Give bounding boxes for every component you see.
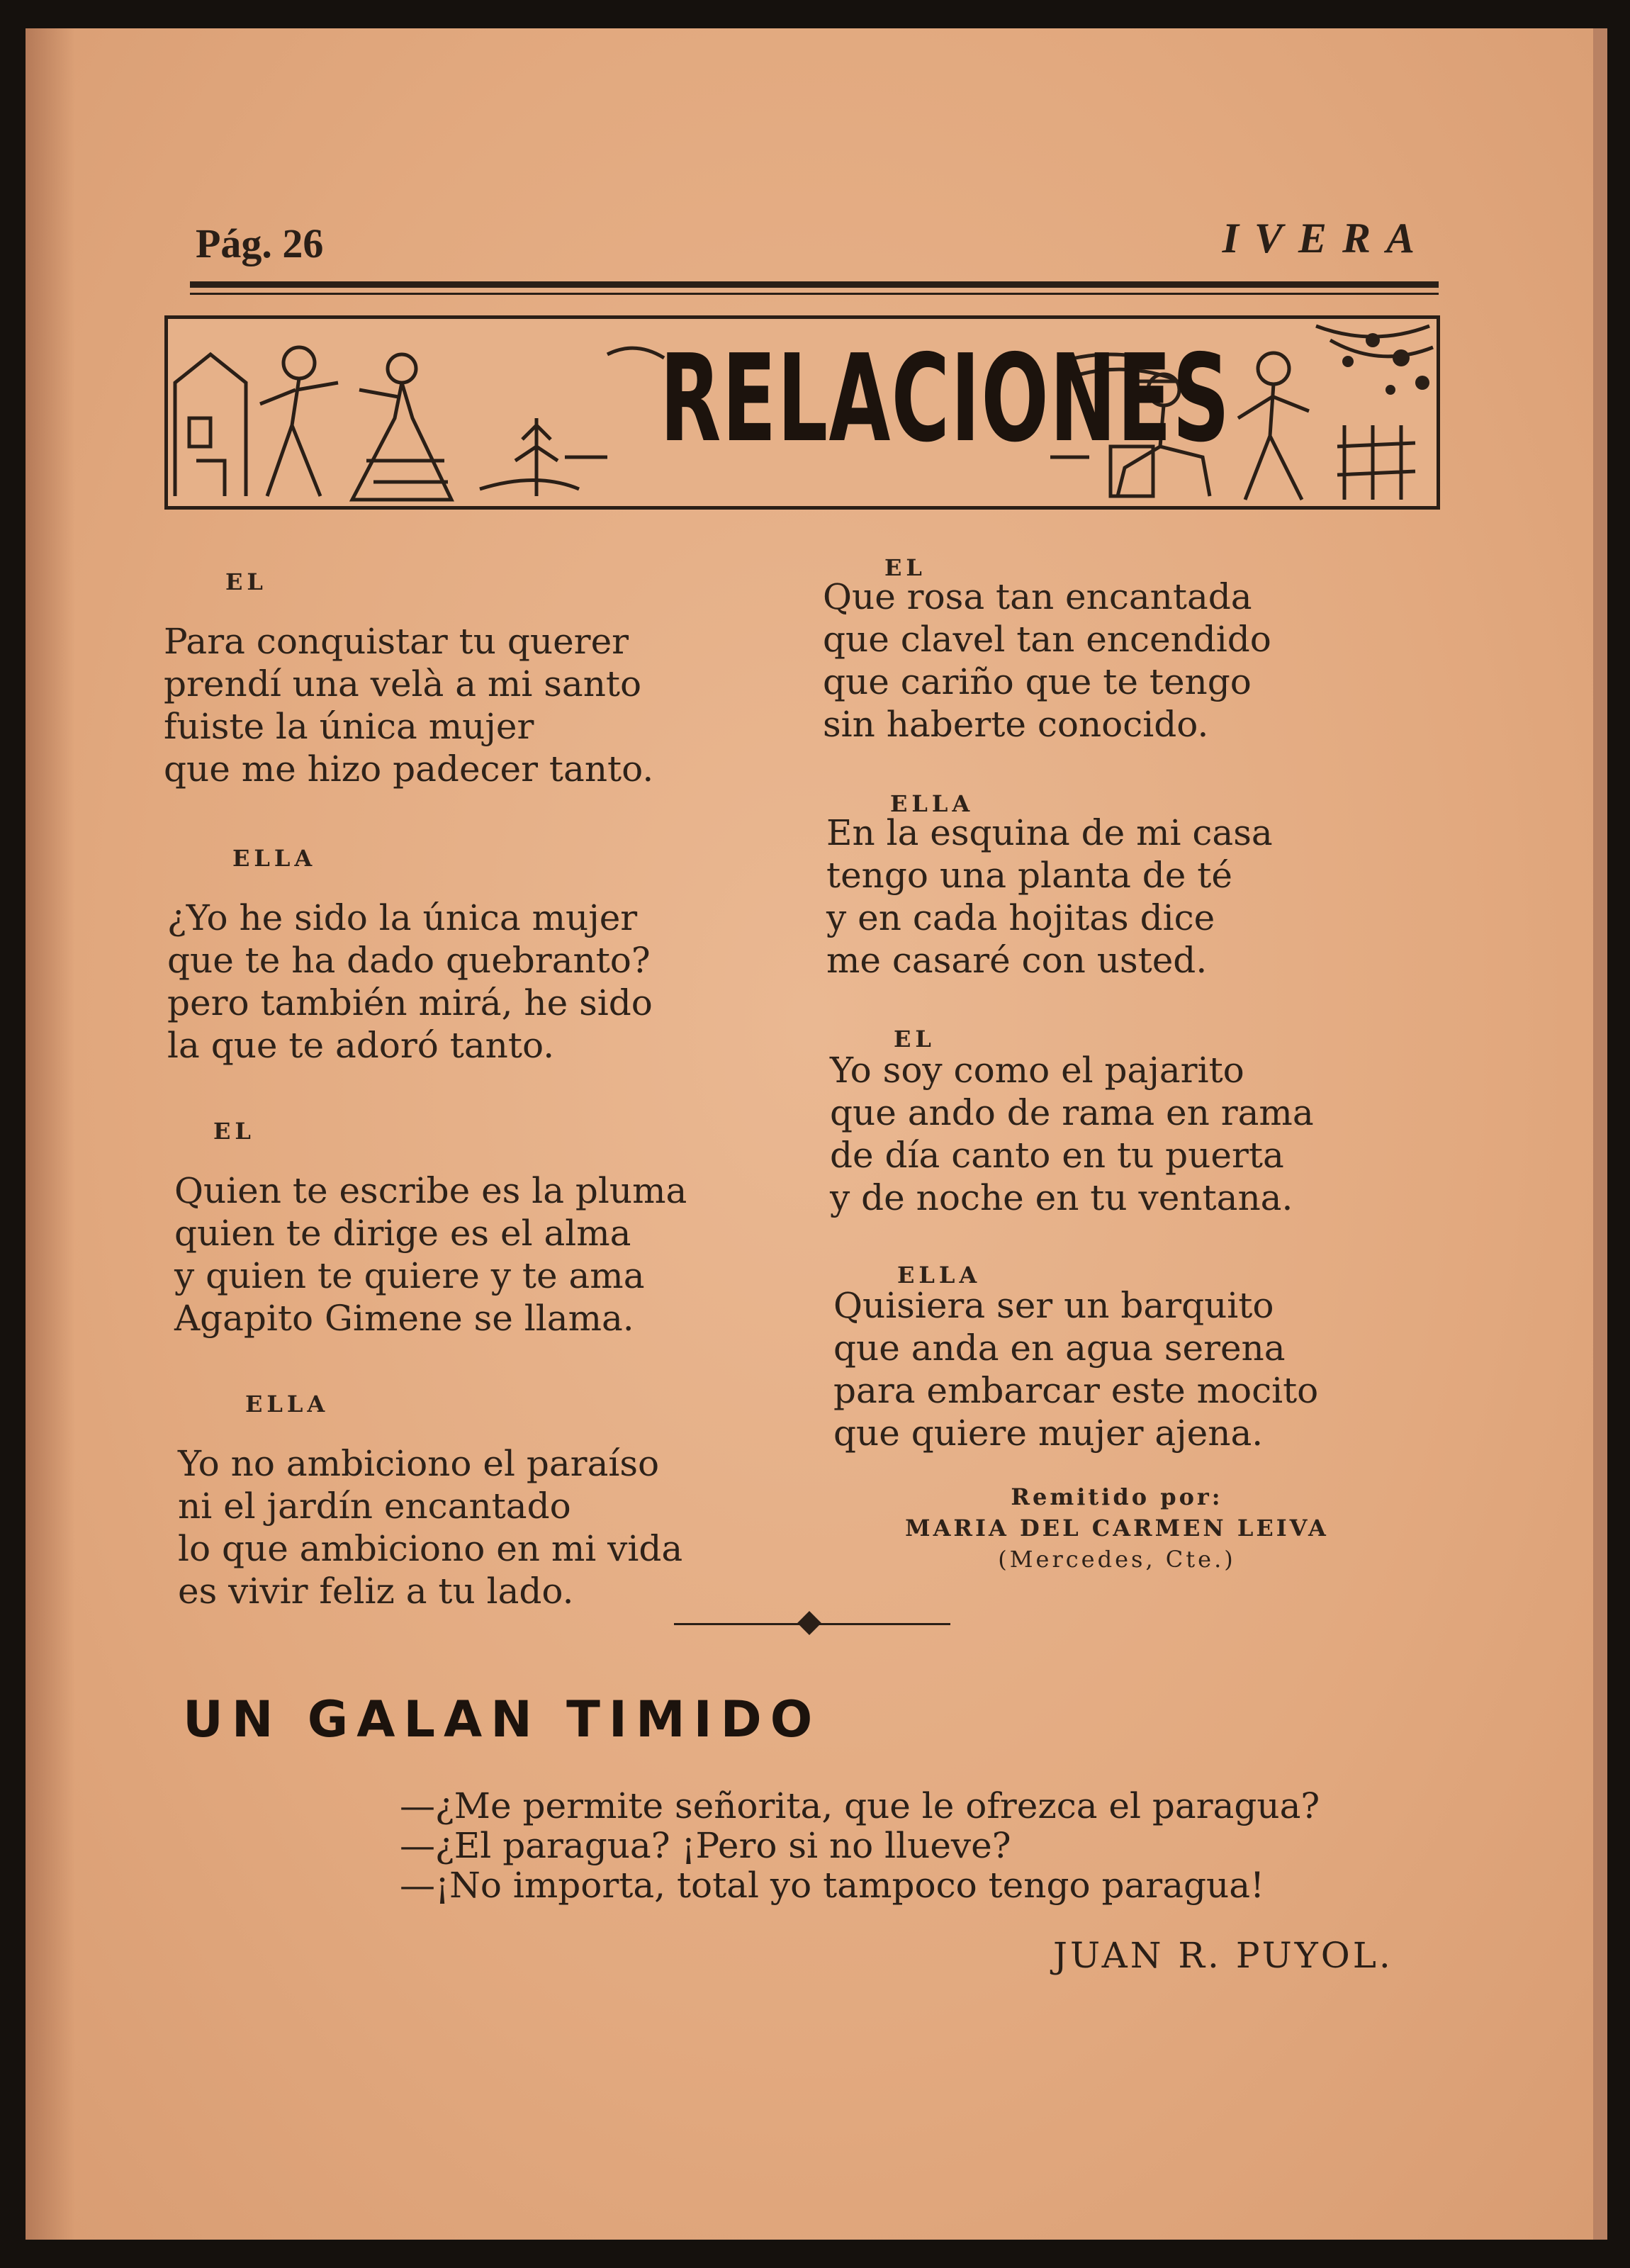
joke-dialog: [400, 1786, 1320, 1905]
header-rule: [190, 281, 1439, 288]
joke-author: JUAN R. PUYOL.: [1053, 1935, 1393, 1976]
speaker-label: ELLA: [245, 1391, 330, 1418]
verse: Quien te escribe es la pluma quien te dirige es el alma y quien te quiere y te ama Agapito Gimene se llama.: [174, 1170, 687, 1339]
joke-title: UN GALAN TIMIDO: [183, 1690, 821, 1748]
magazine-page: [26, 28, 1607, 2240]
speaker-label: EL: [213, 1118, 255, 1145]
banner-title: RELACIONES: [660, 329, 1231, 469]
credit-name: MARIA DEL CARMEN LEIVA: [905, 1515, 1329, 1542]
speaker-label: ELLA: [232, 845, 317, 872]
page-number: Pág. 26: [196, 220, 324, 266]
verse: Yo no ambiciono el paraíso ni el jardín encantado lo que ambiciono en mi vida es vivir feliz a tu lado.: [178, 1443, 683, 1612]
credit-label: Remitido por:: [1011, 1483, 1223, 1510]
divider-diamond: [797, 1611, 821, 1635]
dialog-line: —¡No importa, total yo tampoco tengo paragua!: [400, 1865, 1265, 1906]
verse: En la esquina de mi casa tengo una planta de té y en cada hojitas dice me casaré con usted.: [826, 812, 1273, 981]
magazine-name: IVERA: [1222, 215, 1430, 262]
header-rule-thin: [190, 293, 1439, 295]
speaker-label: ELLA: [890, 790, 974, 817]
verse: Para conquistar tu querer prendí una velà a mi santo fuiste la única mujer que me hizo padecer tanto.: [164, 621, 654, 790]
credit-block: [869, 1481, 1365, 1575]
verse: ¿Yo he sido la única mujer que te ha dado quebranto? pero también mirá, he sido la que te adoró tanto.: [167, 897, 653, 1066]
verse: Yo soy como el pajarito que ando de rama en rama de día canto en tu puerta y de noche en tu ventana.: [830, 1050, 1314, 1218]
relaciones-banner: [164, 315, 1440, 510]
verse: Que rosa tan encantada que clavel tan encendido que cariño que te tengo sin haberte conocido.: [823, 576, 1271, 745]
speaker-label: ELLA: [897, 1262, 982, 1289]
credit-place: (Mercedes, Cte.): [998, 1546, 1236, 1573]
dialog-line: —¿El paragua? ¡Pero si no llueve?: [400, 1825, 1011, 1866]
speaker-label: EL: [884, 554, 926, 581]
verse: Quisiera ser un barquito que anda en agua serena para embarcar este mocito que quiere mujer ajena.: [833, 1285, 1319, 1454]
dialog-line: —¿Me permite señorita, que le ofrezca el paragua?: [400, 1785, 1320, 1826]
speaker-label: EL: [894, 1026, 935, 1052]
speaker-label: EL: [225, 568, 267, 595]
